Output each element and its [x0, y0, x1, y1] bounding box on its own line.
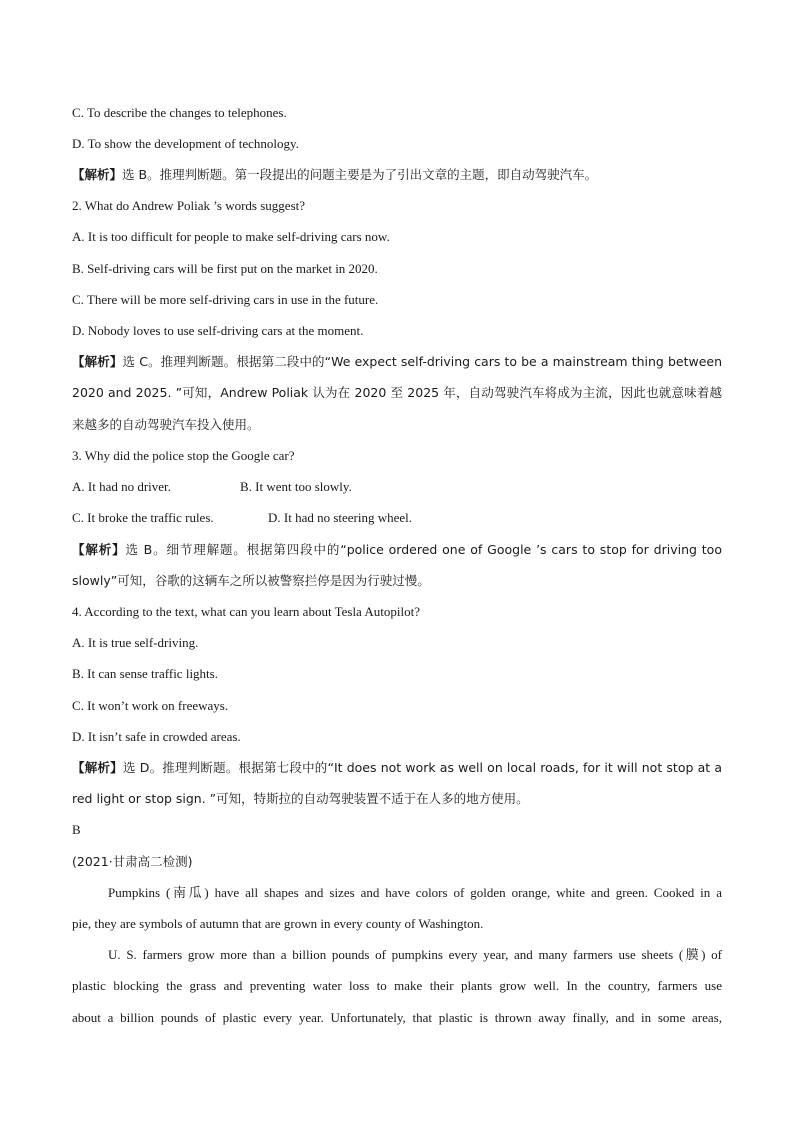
q1-option-c: C. To describe the changes to telephones.	[72, 105, 287, 120]
section-heading: B	[72, 822, 81, 837]
passage-p1-line-1: Pumpkins (南瓜) have all shapes and sizes and have colors of golden orange, white and green. Cooked in a	[108, 885, 722, 900]
q3-option-d: D. It had no steering wheel.	[268, 510, 413, 525]
passage-p2-line-1: U. S. farmers grow more than a billion pounds of pumpkins every year, and many farmers use sheets (膜) of	[108, 947, 722, 962]
q1-option-d: D. To show the development of technology.	[72, 136, 299, 151]
passage-source: (2021·甘肃高二检测)	[72, 854, 193, 869]
q2-option-a: A. It is too difficult for people to make self-driving cars now.	[72, 229, 390, 244]
analysis-text: 选 B。推理判断题。第一段提出的问题主要是为了引出文章的主题，即自动驾驶汽车。	[122, 167, 598, 182]
analysis-tag: 【解析】	[72, 354, 123, 369]
q3-analysis-line-1	[72, 542, 722, 558]
analysis-tag: 【解析】	[72, 167, 123, 182]
analysis-text: 选 B。细节理解题。根据第四段中的“police ordered one of Google ’s cars to stop for driving too	[125, 542, 722, 557]
passage-p2-line-2: plastic blocking the grass and preventing water loss to make their plants grow well. In the country, farmers use	[72, 978, 722, 993]
q4-option-c: C. It won’t work on freeways.	[72, 698, 229, 713]
analysis-text: 选 C。推理判断题。根据第二段中的“We expect self-driving cars to be a mainstream thing between	[122, 354, 722, 369]
q2-analysis-line-1	[72, 354, 722, 370]
q3-option-c: C. It broke the traffic rules.	[72, 510, 214, 525]
q3-options-row-1	[72, 479, 722, 495]
question-4: 4. According to the text, what can you learn about Tesla Autopilot?	[72, 604, 420, 619]
q2-option-d: D. Nobody loves to use self-driving cars at the moment.	[72, 323, 364, 338]
q4-analysis-line-1	[72, 760, 722, 776]
q4-option-a: A. It is true self-driving.	[72, 635, 199, 650]
q3-options-row-2	[72, 510, 722, 526]
passage-p1-line-2: pie, they are symbols of autumn that are grown in every county of Washington.	[72, 916, 484, 931]
q4-analysis-line-2: red light or stop sign. ”可知，特斯拉的自动驾驶装置不适于在人多的地方使用。	[72, 791, 529, 806]
q3-analysis-line-2: slowly”可知，谷歌的这辆车之所以被警察拦停是因为行驶过慢。	[72, 573, 430, 588]
question-3: 3. Why did the police stop the Google car?	[72, 448, 295, 463]
q3-option-b: B. It went too slowly.	[240, 479, 352, 494]
analysis-tag: 【解析】	[72, 542, 126, 557]
q2-analysis-line-3: 来越多的自动驾驶汽车投入使用。	[72, 417, 260, 432]
q1-analysis	[72, 167, 722, 183]
q4-option-b: B. It can sense traffic lights.	[72, 666, 218, 681]
q3-option-a: A. It had no driver.	[72, 479, 171, 494]
question-2: 2. What do Andrew Poliak ’s words suggest?	[72, 198, 306, 213]
analysis-tag: 【解析】	[72, 760, 123, 775]
q4-option-d: D. It isn’t safe in crowded areas.	[72, 729, 241, 744]
q2-option-c: C. There will be more self-driving cars in use in the future.	[72, 292, 379, 307]
q2-analysis-line-2: 2020 and 2025. ”可知，Andrew Poliak 认为在 2020 至 2025 年，自动驾驶汽车将成为主流，因此也就意味着越	[72, 385, 722, 400]
q2-option-b: B. Self-driving cars will be first put on the market in 2020.	[72, 261, 378, 276]
passage-p2-line-3: about a billion pounds of plastic every year. Unfortunately, that plastic is thrown away finally, and in some areas,	[72, 1010, 722, 1025]
analysis-text: 选 D。推理判断题。根据第七段中的“It does not work as well on local roads, for it will not stop at a	[122, 760, 722, 775]
